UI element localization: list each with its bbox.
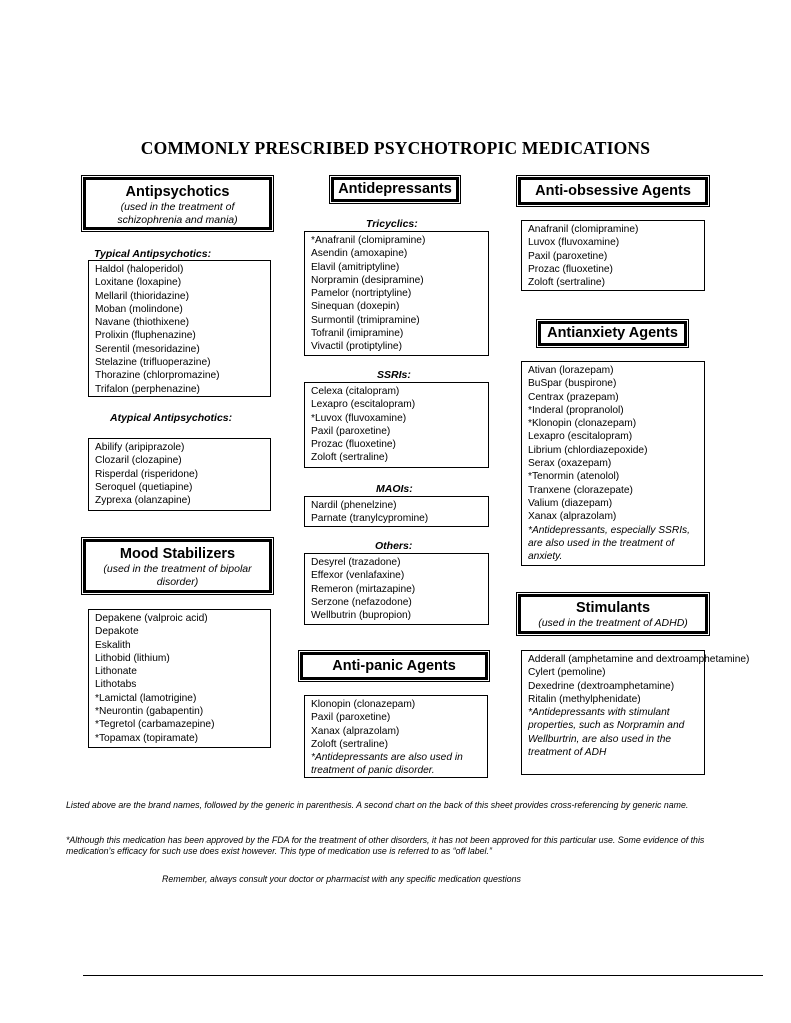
atypical-antipsychotics-label: Atypical Antipsychotics: (110, 412, 233, 424)
list-item: BuSpar (buspirone) (528, 378, 617, 390)
list-item: Trifalon (perphenazine) (95, 383, 200, 395)
list-item: Elavil (amitriptyline) (311, 261, 400, 273)
list-item: Abilify (aripiprazole) (95, 442, 185, 453)
list-item: Dexedrine (dextroamphetamine) (528, 680, 675, 692)
antianxiety-list (521, 361, 705, 566)
list-item: Risperdal (risperidone) (95, 468, 199, 480)
list-item: Parnate (tranylcypromine) (311, 513, 429, 525)
atypical-antipsychotics-list (88, 438, 271, 511)
list-item: Librium (chlordiazepoxide) (528, 444, 648, 456)
list-item: Cylert (pemoline) (528, 667, 606, 679)
list-item: Luvox (fluvoxamine) (528, 237, 620, 249)
list-item: Paxil (paroxetine) (528, 250, 608, 262)
list-item: Asendin (amoxapine) (311, 248, 408, 260)
maois-list (304, 496, 489, 527)
list-item: Xanax (alprazolam) (311, 725, 400, 737)
list-item: Lithonate (95, 666, 137, 678)
list-item: *Lamictal (lamotrigine) (95, 692, 197, 704)
anti-panic-list (304, 695, 488, 778)
list-item: Nardil (phenelzine) (311, 500, 397, 511)
list-item: Haldol (haloperidol) (95, 264, 184, 275)
list-item: Zyprexa (olanzapine) (95, 495, 191, 507)
antipsychotics-subtitle: (used in the treatment of schizophrenia and mania) (117, 201, 238, 226)
list-item: Sinequan (doxepin) (311, 301, 400, 313)
ssris-list (304, 382, 489, 468)
list-item: Tofranil (imipramine) (311, 328, 404, 340)
list-item: Vivactil (protiptyline) (311, 341, 402, 353)
list-item: *Topamax (topiramate) (95, 732, 199, 744)
list-item: Anafranil (clomipramine) (528, 224, 639, 235)
list-item: *Neurontin (gabapentin) (95, 706, 204, 718)
list-item: Adderall (amphetamine and dextroamphetamine) (528, 654, 750, 665)
tricyclics-list (304, 231, 489, 356)
list-item: Thorazine (chlorpromazine) (95, 370, 220, 382)
list-item: *Tenormin (atenolol) (528, 471, 620, 483)
list-item: Centrax (prazepam) (528, 391, 619, 403)
list-item: Valium (diazepam) (528, 497, 613, 509)
antipsychotics-header (83, 177, 272, 230)
list-item: Effexor (venlafaxine) (311, 570, 405, 582)
list-item: Zoloft (sertraline) (311, 738, 388, 750)
anti-panic-header (300, 652, 488, 680)
list-item: Clozaril (clozapine) (95, 455, 182, 467)
off-label-footnote: *Although this medication has been approved by the FDA for the treatment of other disorders, it has not been approved for this particular use. Some evidence of this medication’s efficacy for such use does exist however. This type of medication use is referred to as “off label.” (66, 835, 705, 856)
list-item: *Klonopin (clonazepam) (528, 418, 637, 430)
list-item: Lexapro (escitalopram) (528, 431, 633, 443)
list-item: Zoloft (sertraline) (311, 452, 388, 464)
ssris-label: SSRIs: (377, 369, 411, 381)
list-item: Zoloft (sertraline) (528, 277, 605, 289)
maois-label: MAOIs: (376, 483, 413, 495)
list-item: Paxil (paroxetine) (311, 425, 391, 437)
footer-rule (83, 975, 763, 976)
list-item: Tranxene (clorazepate) (528, 484, 633, 496)
page-title: COMMONLY PRESCRIBED PSYCHOTROPIC MEDICATIONS (140, 138, 651, 158)
mood-stabilizers-header (83, 539, 272, 593)
antidepressants-heading: Antidepressants (338, 181, 452, 197)
list-item: Klonopin (clonazepam) (311, 699, 416, 710)
list-item: Loxitane (loxapine) (95, 277, 182, 289)
tricyclics-label: Tricyclics: (366, 218, 418, 230)
list-item: Norpramin (desipramine) (311, 274, 424, 286)
list-item: Serzone (nefazodone) (311, 596, 412, 608)
mood-stabilizers-heading: Mood Stabilizers (119, 546, 236, 562)
antianxiety-header (538, 321, 687, 346)
list-item: Mellaril (thioridazine) (95, 290, 189, 302)
list-item: Ritalin (methylphenidate) (528, 693, 641, 705)
anti-obsessive-header (518, 177, 708, 205)
brand-names-footnote: Listed above are the brand names, followed by the generic in parenthesis. A second chart on the back of this sheet provides cross-referencing by generic name. (66, 800, 689, 810)
list-item: Navane (thiothixene) (95, 317, 190, 329)
mood-stabilizers-subtitle: (used in the treatment of bipolar disorder) (103, 563, 252, 588)
typical-antipsychotics-list (88, 260, 271, 397)
stimulants-subtitle: (used in the treatment of ADHD) (538, 617, 688, 629)
list-item: *Luvox (fluvoxamine) (311, 412, 407, 424)
stimulants-heading: Stimulants (575, 600, 651, 616)
mood-stabilizers-list (88, 609, 271, 748)
list-item: Surmontil (trimipramine) (311, 314, 420, 326)
list-item: *Anafranil (clomipramine) (311, 235, 426, 246)
list-note: *Antidepressants, especially SSRIs, are also used in the treatment of anxiety. (528, 524, 690, 563)
list-note: *Antidepressants are also used in treatment of panic disorder. (311, 752, 463, 777)
list-item: Serentil (mesoridazine) (95, 343, 200, 355)
list-note: *Antidepressants with stimulant properties, such as Norpramin and Wellburtrin, are also used in the treatment of ADH (528, 707, 685, 759)
list-item: Depakene (valproic acid) (95, 613, 208, 624)
list-item: Ativan (lorazepam) (528, 365, 614, 376)
list-item: Celexa (citalopram) (311, 386, 400, 397)
stimulants-header (518, 594, 708, 634)
stimulants-list (521, 650, 750, 775)
others-label: Others: (375, 540, 413, 552)
list-item: Lithobid (lithium) (95, 652, 170, 664)
list-item: Prolixin (fluphenazine) (95, 330, 196, 342)
list-item: Prozac (fluoxetine) (528, 263, 613, 275)
list-item: *Tegretol (carbamazepine) (95, 719, 215, 731)
list-item: Prozac (fluoxetine) (311, 439, 396, 451)
list-item: Pamelor (nortriptyline) (311, 288, 412, 300)
list-item: Wellbutrin (bupropion) (311, 610, 412, 622)
others-list (304, 553, 489, 625)
anti-obsessive-list (521, 220, 705, 291)
list-item: Serax (oxazepam) (528, 458, 612, 470)
consult-reminder: Remember, always consult your doctor or pharmacist with any specific medication questions (162, 874, 521, 884)
list-item: Seroquel (quetiapine) (95, 481, 193, 493)
antipsychotics-heading: Antipsychotics (125, 184, 230, 200)
list-item: Lithotabs (95, 679, 137, 691)
list-item: Desyrel (trazadone) (311, 557, 401, 568)
list-item: Paxil (paroxetine) (311, 712, 391, 724)
list-item: Moban (molindone) (95, 303, 183, 315)
list-item: *Inderal (propranolol) (528, 404, 624, 416)
list-item: Stelazine (trifluoperazine) (95, 357, 211, 369)
anti-panic-heading: Anti-panic Agents (332, 658, 456, 674)
list-item: Lexapro (escitalopram) (311, 399, 416, 411)
typical-antipsychotics-label: Typical Antipsychotics: (94, 248, 212, 260)
list-item: Eskalith (95, 639, 131, 651)
antidepressants-header (331, 177, 459, 202)
list-item: Xanax (alprazolam) (528, 511, 617, 523)
list-item: Depakote (95, 626, 139, 638)
anti-obsessive-heading: Anti-obsessive Agents (535, 183, 691, 199)
list-item: Remeron (mirtazapine) (311, 583, 416, 595)
antianxiety-heading: Antianxiety Agents (547, 325, 678, 341)
